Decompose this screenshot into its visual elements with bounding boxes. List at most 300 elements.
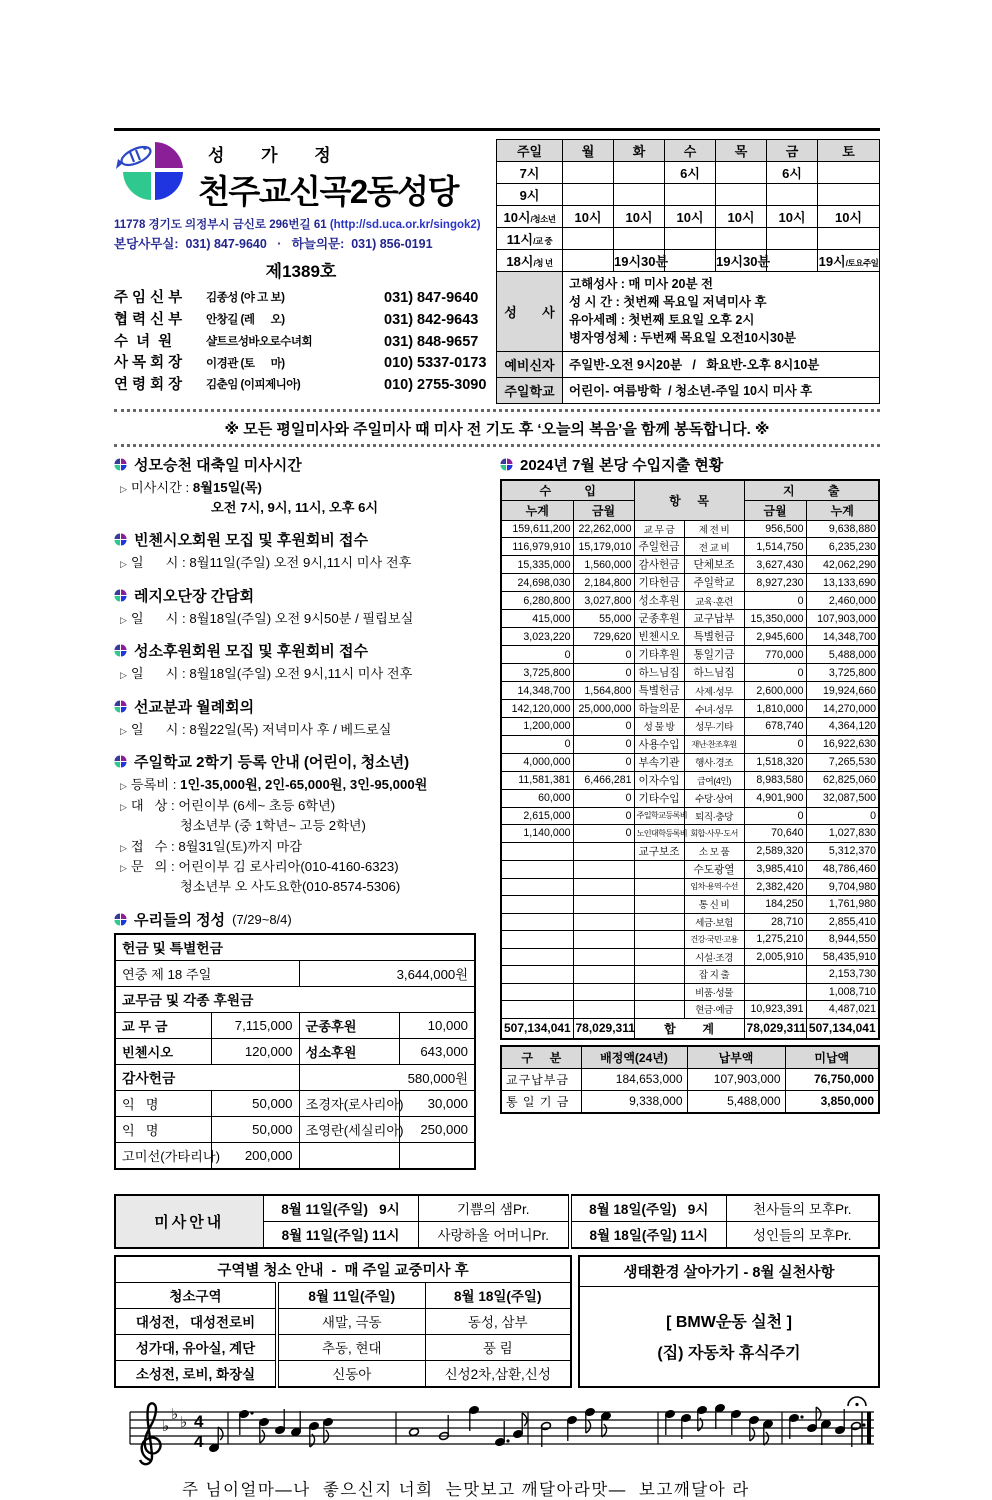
finance-amount: 0 <box>573 735 634 753</box>
mass-time-cell <box>716 162 767 184</box>
contact-phone: 031) 842-9643 <box>384 311 479 328</box>
contact-phone: 031) 847-9640 <box>384 290 479 306</box>
finance-item <box>634 966 684 984</box>
cleaning-header: 청소구역 <box>115 1282 277 1308</box>
finance-item: 사제·성무 <box>684 682 744 700</box>
finance-item <box>634 931 684 949</box>
time-main: 19시 <box>818 254 846 269</box>
finance-item: 회합·사무·도서 <box>684 825 744 843</box>
header-right <box>496 139 880 404</box>
finance-amount: 0 <box>744 592 806 610</box>
pinwheel-icon <box>500 458 513 471</box>
finance-amount: 25,000,000 <box>573 700 634 718</box>
announcement-section <box>114 640 486 684</box>
offering-row <box>115 1012 475 1038</box>
announcement-line <box>114 857 486 877</box>
offering-label: 익 명 <box>115 1090 211 1116</box>
time-signature <box>194 1412 204 1451</box>
mass-time-cell: 10시 <box>818 206 880 228</box>
finance-row <box>501 983 879 1001</box>
announcement-title-row <box>114 585 486 606</box>
finance-amount: 116,979,910 <box>501 538 573 556</box>
sunday_school-label: 주일학교 <box>497 377 563 403</box>
sacrament-line: 고해성사 : 매 미사 20분 전 <box>569 277 714 291</box>
announcement-title: 성모승천 대축일 미사시간 <box>134 456 302 474</box>
announcement-title-row <box>114 529 486 550</box>
triangle-bullet-icon: ▷ <box>120 801 127 812</box>
finance-amount: 3,725,800 <box>806 664 879 682</box>
mass-time-cell <box>614 228 665 250</box>
finance-amount: 2,382,420 <box>744 878 806 896</box>
finance-amount: 0 <box>573 789 634 807</box>
announcement-text: 오전 7시, 9시, 11시, 오후 6시 <box>211 499 379 515</box>
contact-role: 주 임 신 부 <box>114 290 183 306</box>
finance-amount: 2,855,410 <box>806 913 879 931</box>
finance-amount: 2,460,000 <box>806 592 879 610</box>
svg-text:♭: ♭ <box>180 1412 188 1431</box>
announcement-text: 일 시 : 8월18일(주일) 오전 9시,11시 미사 전후 <box>130 666 413 682</box>
time-main: 10시 <box>503 210 531 225</box>
finance-amount: 14,348,700 <box>501 682 573 700</box>
offering-amount: 7,115,000 <box>211 1012 299 1038</box>
announcement-text: 일 시 : 8월22일(목) 저녁미사 후 / 베드로실 <box>130 721 392 737</box>
finance-amount: 770,000 <box>744 646 806 664</box>
announcement-text: 문 의 : 어린이부 김 로사리아(010-4160-6323) <box>130 859 399 875</box>
finance-amount <box>501 896 573 914</box>
mass-time-cell <box>665 228 716 250</box>
finance-item: 통일기금 <box>684 646 744 664</box>
finance-amount: 4,364,120 <box>806 718 879 736</box>
offering-amount <box>399 1142 475 1169</box>
mass-schedule-table <box>496 139 880 404</box>
offering-amount: 643,000 <box>399 1038 475 1064</box>
announcement-title: 레지오단장 간담회 <box>134 587 255 605</box>
time-sub: /토요주일 <box>845 258 879 268</box>
pinwheel-icon <box>114 458 127 471</box>
contact-row <box>114 332 488 354</box>
catechumen-label: 예비신자 <box>497 351 563 377</box>
total-expense-month: 78,029,311 <box>744 1018 806 1039</box>
triangle-bullet-icon: ▷ <box>120 614 127 625</box>
offering-title-row <box>114 909 486 930</box>
mass-time-cell: 10시 <box>614 206 665 228</box>
dues-label: 교구납부금 <box>501 1068 581 1090</box>
finance-item: 교구납부 <box>684 610 744 628</box>
pinwheel-icon <box>114 700 127 713</box>
finance-amount: 0 <box>806 807 879 825</box>
finance-row <box>501 574 879 592</box>
finance-item: 통 신 비 <box>684 896 744 914</box>
finance-item: 시설·조경 <box>684 948 744 966</box>
main-columns <box>114 454 880 1181</box>
mass-time-cell <box>767 184 818 206</box>
offering-amount: 200,000 <box>211 1142 299 1169</box>
guide-group-name: 기쁨의 샘Pr. <box>418 1195 570 1222</box>
mass-time-row <box>497 228 880 250</box>
finance-amount <box>744 983 806 1001</box>
finance-amount: 60,000 <box>501 789 573 807</box>
triangle-bullet-icon: ▷ <box>120 842 127 853</box>
finance-amount: 55,000 <box>573 610 634 628</box>
cleaning-team: 신동아 <box>277 1360 425 1387</box>
finance-item <box>634 896 684 914</box>
triangle-bullet-icon: ▷ <box>120 863 127 874</box>
finance-amount <box>501 842 573 860</box>
fermata-icon <box>848 1397 866 1406</box>
mass-time-cell <box>563 162 614 184</box>
bottom-section <box>114 1194 880 1500</box>
dues-paid: 5,488,000 <box>687 1090 785 1113</box>
day-header: 수 <box>665 140 716 162</box>
mass-time-cell: 6시 <box>767 162 818 184</box>
announcement-line <box>114 796 486 816</box>
finance-item <box>634 913 684 931</box>
finance-amount: 9,638,880 <box>806 520 879 538</box>
finance-amount: 9,704,980 <box>806 878 879 896</box>
finance-row <box>501 646 879 664</box>
finance-amount: 6,466,281 <box>573 771 634 789</box>
finance-amount: 15,335,000 <box>501 556 573 574</box>
finance-amount: 729,620 <box>573 628 634 646</box>
offering-section <box>114 909 486 1170</box>
mass-time-cell: 19시30분 <box>716 250 767 272</box>
eco-line: [ BMW운동 실천 ] <box>666 1314 792 1332</box>
mass-time-cell: 7시 <box>497 162 563 184</box>
finance-item <box>634 1001 684 1019</box>
offering-title: 우리들의 정성 <box>134 911 226 929</box>
finance-row <box>501 610 879 628</box>
mass-time-row <box>497 250 880 272</box>
guide-date: 8월 11일(주일) 11시 <box>263 1221 418 1248</box>
finance-amount <box>573 860 634 878</box>
announcement-title-row <box>114 454 486 475</box>
mass-time-cell: 9시 <box>497 184 563 206</box>
day-header: 목 <box>716 140 767 162</box>
announcement-line <box>114 609 486 629</box>
expense-header: 지 출 <box>744 480 879 501</box>
mass-time-row <box>497 162 880 184</box>
contact-role: 수 녀 원 <box>114 333 173 350</box>
mass-time-cell <box>563 228 614 250</box>
item-header: 항 목 <box>634 480 744 521</box>
finance-amount: 184,250 <box>744 896 806 914</box>
finance-amount: 1,810,000 <box>744 700 806 718</box>
mass-time-cell <box>716 228 767 250</box>
finance-amount: 1,514,750 <box>744 538 806 556</box>
announcement-title: 성소후원회원 모집 및 후원회비 접수 <box>134 643 369 661</box>
finance-amount: 6,280,800 <box>501 592 573 610</box>
finance-amount: 16,922,630 <box>806 735 879 753</box>
offering-row <box>115 1090 475 1116</box>
finance-amount: 22,262,000 <box>573 520 634 538</box>
offering-row <box>115 986 475 1012</box>
svg-text:4: 4 <box>194 1411 204 1431</box>
triangle-bullet-icon: ▷ <box>120 670 127 681</box>
cleaning-row <box>115 1308 571 1334</box>
finance-row <box>501 735 879 753</box>
cleaning-title: 구역별 청소 안내 - 매 주일 교중미사 후 <box>115 1256 571 1283</box>
finance-amount: 62,825,060 <box>806 771 879 789</box>
finance-amount: 0 <box>501 735 573 753</box>
finance-amount <box>501 931 573 949</box>
mass-time-cell: 6시 <box>665 162 716 184</box>
announcement-text: 1인-35,000원, 2인-65,000원, 3인-95,000원 <box>180 777 428 793</box>
cleaning-area: 성가대, 유아실, 계단 <box>115 1334 277 1360</box>
finance-amount: 1,560,000 <box>573 556 634 574</box>
dues-header: 납부액 <box>687 1046 785 1069</box>
finance-row <box>501 825 879 843</box>
address-line <box>114 216 488 232</box>
finance-amount: 15,350,000 <box>744 610 806 628</box>
finance-item: 수당·상여 <box>684 789 744 807</box>
finance-amount <box>573 896 634 914</box>
finance-row <box>501 520 879 538</box>
finance-item: 특별헌금 <box>634 682 684 700</box>
eco-line: (집) 자동차 휴식주기 <box>657 1345 801 1363</box>
sacrament-line: 성 시 간 : 첫번째 목요일 저녁미사 후 <box>569 295 767 310</box>
sacrament-line: 유아세례 : 첫번째 토요일 오후 2시 <box>569 313 755 328</box>
mass-guide-row <box>115 1195 879 1222</box>
finance-amount <box>744 966 806 984</box>
finance-amount: 70,640 <box>744 825 806 843</box>
guide-group-name: 천사들의 모후Pr. <box>726 1195 879 1222</box>
mass-time-cell <box>563 250 614 272</box>
finance-amount: 0 <box>744 664 806 682</box>
finance-row <box>501 931 879 949</box>
sacrament-line: 병자영성체 : 두번째 목요일 오전10시30분 <box>569 331 796 346</box>
contact-row <box>114 288 488 310</box>
pinwheel-icon <box>114 533 127 546</box>
finance-item: 기타수입 <box>634 789 684 807</box>
pinwheel-icon <box>114 913 127 926</box>
finance-amount <box>573 948 634 966</box>
announcement-text: 등록비 : <box>130 777 181 793</box>
cleaning-title-row <box>115 1256 571 1283</box>
finance-amount: 0 <box>744 735 806 753</box>
finance-item: 주일학교 <box>684 574 744 592</box>
finance-amount: 2,184,800 <box>573 574 634 592</box>
finance-amount: 4,487,021 <box>806 1001 879 1019</box>
finance-amount <box>501 878 573 896</box>
announcement-title: 빈첸시오회원 모집 및 후원회비 접수 <box>134 532 369 550</box>
mass-time-cell <box>497 206 563 228</box>
contact-row <box>114 310 488 332</box>
offering-group-header: 헌금 및 특별헌금 <box>115 934 475 961</box>
finance-item: 임차·용역·수선 <box>684 878 744 896</box>
announcement-line <box>114 816 486 836</box>
announcement-line <box>114 664 486 684</box>
finance-amount <box>573 983 634 1001</box>
finance-amount: 1,564,800 <box>573 682 634 700</box>
contact-row <box>114 375 488 397</box>
finance-item: 소 모 품 <box>684 842 744 860</box>
finance-amount: 4,901,900 <box>744 789 806 807</box>
catechumen-row <box>497 351 880 377</box>
total-income-cum: 507,134,041 <box>501 1018 573 1039</box>
col-label: 금월 <box>744 500 806 520</box>
triangle-bullet-icon: ▷ <box>120 559 127 570</box>
church-title: 천주교신곡2동성당 <box>198 173 458 210</box>
offering-row <box>115 960 475 986</box>
mass-time-cell <box>767 228 818 250</box>
announcement-section <box>114 454 486 519</box>
finance-row <box>501 628 879 646</box>
finance-item: 건강·국민·고용 <box>684 931 744 949</box>
contact-name: 이경관 (토 마) <box>206 357 285 370</box>
finance-amount: 8,983,580 <box>744 771 806 789</box>
eco-box <box>578 1255 880 1388</box>
finance-row <box>501 966 879 984</box>
finance-item: 전 교 비 <box>684 538 744 556</box>
finance-item: 군종후원 <box>634 610 684 628</box>
finance-amount <box>573 842 634 860</box>
announcement-section <box>114 751 486 898</box>
offering-label: 연중 제 18 주일 <box>115 960 299 986</box>
announcement-text: 미사시간 : <box>130 479 193 495</box>
finance-amount: 24,698,030 <box>501 574 573 592</box>
svg-text:♭: ♭ <box>171 1404 179 1423</box>
mass-time-cell: 10시 <box>563 206 614 228</box>
finance-header-row <box>501 480 879 501</box>
cleaning-team: 신성2차,삼환,신성 <box>425 1360 571 1387</box>
day-header: 화 <box>614 140 665 162</box>
day-header: 금 <box>767 140 818 162</box>
offering-row <box>115 1142 475 1169</box>
finance-amount: 2,153,730 <box>806 966 879 984</box>
finance-row <box>501 592 879 610</box>
key-signature-flats <box>162 1405 187 1435</box>
offering-amount: 580,000원 <box>299 1064 475 1090</box>
finance-row <box>501 700 879 718</box>
mass-time-cell <box>497 250 563 272</box>
finance-amount: 0 <box>501 646 573 664</box>
dotted-separator <box>114 444 880 447</box>
announcement-line <box>114 553 486 573</box>
contact-name: 샬트르성바오로수녀회 <box>206 335 313 348</box>
contact-name: 김종성 (야 고 보) <box>206 292 285 305</box>
dues-allocated: 184,653,000 <box>581 1068 687 1090</box>
triangle-bullet-icon: ▷ <box>120 483 127 494</box>
cleaning-and-eco <box>114 1255 880 1388</box>
triangle-bullet-icon: ▷ <box>120 781 127 792</box>
finance-item: 성소후원 <box>634 592 684 610</box>
finance-amount: 1,761,980 <box>806 896 879 914</box>
contact-name: 김춘임 (이피제니아) <box>206 379 301 392</box>
offering-amount: 120,000 <box>211 1038 299 1064</box>
contact-role: 연 령 회 장 <box>114 377 183 393</box>
finance-amount: 3,027,800 <box>573 592 634 610</box>
finance-item: 감사헌금 <box>634 556 684 574</box>
mass-time-cell: 10시 <box>716 206 767 228</box>
logo-row <box>114 139 488 213</box>
contact-role: 협 력 신 부 <box>114 311 183 328</box>
finance-amount: 7,265,530 <box>806 753 879 771</box>
time-sub: /청 년 <box>533 258 553 268</box>
time-sub: /청소년 <box>530 214 556 224</box>
announcement-text: 일 시 : 8월11일(주일) 오전 9시,11시 미사 전후 <box>130 555 412 571</box>
offering-label: 교 무 금 <box>115 1012 211 1038</box>
guide-date: 8월 11일(주일) 9시 <box>263 1195 418 1222</box>
finance-row <box>501 807 879 825</box>
website-link[interactable]: (http://sd.uca.or.kr/singok2) <box>329 219 481 231</box>
time-sub: /교 중 <box>533 236 553 246</box>
time-main: 18시 <box>506 254 534 269</box>
mass-time-cell <box>818 162 880 184</box>
dues-allocated: 9,338,000 <box>581 1090 687 1113</box>
finance-amount: 0 <box>573 664 634 682</box>
sacraments-row <box>497 272 880 352</box>
cleaning-header: 8월 11일(주일) <box>277 1282 425 1308</box>
finance-row <box>501 948 879 966</box>
finance-amount: 15,179,010 <box>573 538 634 556</box>
finance-amount: 3,985,410 <box>744 860 806 878</box>
announcement-line <box>114 478 486 498</box>
mass-time-cell <box>614 162 665 184</box>
eco-title: 생태환경 살아가기 - 8월 실천사항 <box>580 1257 878 1287</box>
offering-row <box>115 1038 475 1064</box>
mass-time-cell: 19시30분 <box>614 250 665 272</box>
eco-body <box>580 1287 878 1386</box>
finance-row <box>501 1001 879 1019</box>
church-subtitle: 성 가 정 <box>208 146 347 165</box>
pinwheel-icon <box>114 644 127 657</box>
mass-time-cell: 10시 <box>767 206 818 228</box>
finance-amount: 58,435,910 <box>806 948 879 966</box>
finance-amount: 1,027,830 <box>806 825 879 843</box>
left-column <box>114 454 486 1181</box>
contact-role: 사 목 회 장 <box>114 355 183 372</box>
offering-label: 고미선(가타리나) <box>115 1142 211 1169</box>
hymn-section <box>114 1398 880 1500</box>
finance-row <box>501 682 879 700</box>
finance-title: 2024년 7월 본당 수입지출 현황 <box>520 456 724 474</box>
finance-item: 수녀·성무 <box>684 700 744 718</box>
finance-amount: 1,140,000 <box>501 825 573 843</box>
announcement-text: 접 수 : 8월31일(토)까지 마감 <box>130 838 303 854</box>
total-income-month: 78,029,311 <box>573 1018 634 1039</box>
finance-amount: 2,589,320 <box>744 842 806 860</box>
fish-eye <box>143 146 147 150</box>
finance-amount <box>501 966 573 984</box>
day-header: 주일 <box>497 140 563 162</box>
notice-line: ※ 모든 평일미사와 주일미사 때 미사 전 기도 후 ‘오늘의 복음’을 함께 봉독합니다. ※ <box>224 420 770 438</box>
finance-amount <box>573 931 634 949</box>
finance-amount: 2,005,910 <box>744 948 806 966</box>
finance-item: 교육·훈련 <box>684 592 744 610</box>
finance-amount: 14,270,000 <box>806 700 879 718</box>
total-expense-cum: 507,134,041 <box>806 1018 879 1039</box>
guide-date: 8월 18일(주일) 11시 <box>570 1221 726 1248</box>
finance-item: 노인대학등록비 <box>634 825 684 843</box>
offering-row <box>115 1064 475 1090</box>
mass-time-row <box>497 206 880 228</box>
dotted-separator <box>114 409 880 412</box>
announcement-title-row <box>114 640 486 661</box>
mass-time-row <box>497 184 880 206</box>
finance-amount <box>573 878 634 896</box>
finance-item: 주일헌금 <box>634 538 684 556</box>
cleaning-area: 소성전, 로비, 화장실 <box>115 1360 277 1387</box>
contact-phone: 031) 848-9657 <box>384 333 479 350</box>
finance-table <box>500 479 880 1040</box>
finance-amount: 10,923,391 <box>744 1001 806 1019</box>
finance-item: 단체보조 <box>684 556 744 574</box>
announcement-text: 청소년부 오 사도요한(010-8574-5306) <box>180 879 401 895</box>
finance-amount: 0 <box>573 718 634 736</box>
catechumen-content: 주일반-오전 9시20분 / 화요반-오후 8시10분 <box>563 351 880 377</box>
col-label: 금월 <box>573 500 634 520</box>
finance-amount: 8,944,550 <box>806 931 879 949</box>
